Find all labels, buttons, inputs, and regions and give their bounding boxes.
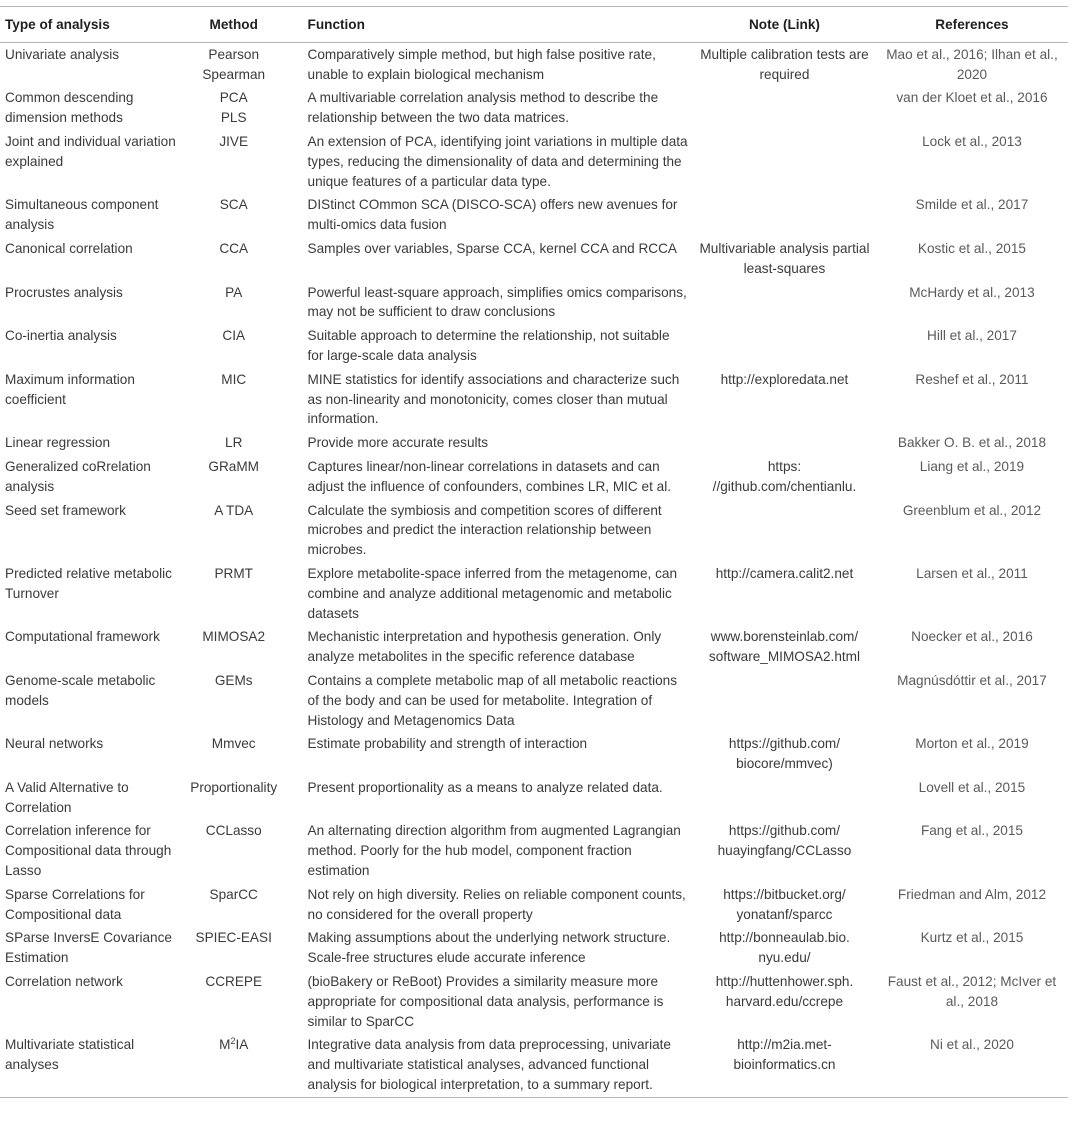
table-row — [0, 130, 1068, 193]
cell-method: LR — [225, 435, 243, 451]
cell-function: MINE statistics for identify associations and characterize such as non-linearity and monotonicity, comes closer than mutual information. — [307, 371, 680, 427]
cell-references: Mao et al., 2016; Ilhan et al., 2020 — [886, 46, 1058, 82]
cell-note-link[interactable]: https://github.com/ huayingfang/CCLasso — [717, 823, 852, 859]
header-note-link: Note (Link) — [748, 17, 820, 32]
table-row — [0, 926, 1068, 970]
cell-note-link — [693, 324, 876, 368]
table-row — [0, 970, 1068, 1033]
cell-note-link[interactable]: http://m2ia.met- bioinformatics.cn — [733, 1037, 836, 1073]
table-header-row — [0, 7, 1068, 43]
cell-function: DIStinct COmmon SCA (DISCO-SCA) offers new avenues for multi-omics data fusion — [307, 197, 678, 233]
table-row — [0, 1033, 1068, 1097]
table-row — [0, 368, 1068, 431]
cell-method: SPIEC-EASI — [195, 930, 272, 946]
cell-references: Fang et al., 2015 — [920, 823, 1023, 839]
cell-references: Faust et al., 2012; McIver et al., 2018 — [887, 974, 1057, 1009]
cell-references: Magnúsdóttir et al., 2017 — [897, 672, 1047, 688]
cell-references: Larsen et al., 2011 — [916, 565, 1028, 581]
cell-function: Samples over variables, Sparse CCA, kernel CCA and RCCA — [307, 240, 677, 256]
cell-references: Reshef et al., 2011 — [915, 371, 1029, 387]
cell-references: Noecker et al., 2016 — [911, 629, 1033, 645]
cell-note-link[interactable]: www.borensteinlab.com/ software_MIMOSA2.html — [708, 629, 861, 665]
cell-type-of-analysis: Seed set framework — [5, 502, 126, 518]
cell-note-link[interactable]: http://exploredata.net — [720, 371, 849, 387]
cell-type-of-analysis: A Valid Alternative to Correlation — [5, 779, 129, 815]
cell-method: SparCC — [209, 886, 258, 902]
cell-references: Greenblum et al., 2012 — [902, 502, 1042, 518]
header-method: Method — [209, 17, 258, 32]
cell-function: Calculate the symbiosis and competition scores of different microbes and predict the interaction relationship between microbes. — [307, 502, 662, 558]
cell-function: Present proportionality as a means to analyze related data. — [307, 779, 663, 795]
cell-function: Suitable approach to determine the relationship, not suitable for large-scale data analysis — [307, 328, 670, 363]
cell-function: A multivariable correlation analysis method to describe the relationship between the two data matrices. — [307, 90, 659, 126]
cell-method: CCLasso — [205, 823, 262, 839]
table-row — [0, 193, 1068, 237]
cell-note-link[interactable]: Multivariable analysis partial least-squares — [699, 240, 870, 276]
cell-method: GEMs — [214, 672, 253, 688]
cell-function: Contains a complete metabolic map of all metabolic reactions of the body and can be used for metabolite. Integration of Histology and Metagenomics Data — [307, 672, 678, 728]
table-row — [0, 431, 1068, 455]
cell-method — [182, 1033, 286, 1097]
cell-function: An alternating direction algorithm from augmented Lagrangian method. Poorly for the hub model, component fraction estimation — [307, 823, 681, 879]
table-row — [0, 883, 1068, 927]
table-row — [0, 499, 1068, 562]
cell-method: SCA — [219, 197, 248, 213]
cell-references: Ni et al., 2020 — [930, 1037, 1014, 1053]
cell-references: Bakker O. B. et al., 2018 — [897, 435, 1047, 451]
cell-method: PA — [225, 284, 243, 300]
cell-type-of-analysis: Computational framework — [5, 629, 160, 645]
cell-function: Making assumptions about the underlying network structure. Scale-free structures elude accurate inference — [307, 930, 671, 966]
cell-function: (bioBakery or ReBoot) Provides a similarity measure more appropriate for compositional data analysis, performance is similar to SparCC — [307, 974, 664, 1029]
cell-function: Powerful least-square approach, simplifies omics comparisons, may not be sufficient to draw conclusions — [307, 284, 687, 320]
table-row — [0, 281, 1068, 325]
cell-references: van der Kloet et al., 2016 — [896, 90, 1048, 106]
cell-references: Liang et al., 2019 — [919, 458, 1025, 474]
cell-type-of-analysis: Genome-scale metabolic models — [5, 672, 156, 708]
table-row — [0, 819, 1068, 882]
method-main-text: M — [219, 1037, 231, 1053]
cell-method: MIC — [221, 371, 247, 387]
cell-method: JIVE — [219, 133, 249, 149]
cell-references: Morton et al., 2019 — [915, 736, 1029, 752]
cell-function: Integrative data analysis from data preprocessing, univariate and multivariate statistical analyses, advanced functional analysis for biological interpretation, to a summary report. — [307, 1037, 671, 1093]
cell-method: CCA — [219, 240, 249, 256]
cell-method: Mmvec — [211, 736, 256, 752]
cell-note-link — [693, 86, 876, 130]
cell-type-of-analysis: Linear regression — [5, 435, 111, 451]
table-row — [0, 455, 1068, 499]
table-row — [0, 42, 1068, 86]
cell-references: Hill et al., 2017 — [927, 328, 1017, 344]
cell-type-of-analysis: Maximum information coefficient — [5, 371, 135, 407]
cell-type-of-analysis: Multivariate statistical analyses — [5, 1037, 135, 1073]
cell-method: PCA PLS — [219, 90, 248, 126]
cell-references: McHardy et al., 2013 — [909, 284, 1035, 300]
cell-type-of-analysis: Simultaneous component analysis — [5, 197, 159, 233]
cell-function: Not rely on high diversity. Relies on reliable component counts, no considered for the overall property — [307, 886, 686, 922]
header-function: Function — [307, 17, 365, 32]
cell-function: Mechanistic interpretation and hypothesis generation. Only analyze metabolites in the specific reference database — [307, 629, 662, 665]
cell-function: An extension of PCA, identifying joint variations in multiple data types, reducing the dimensionality of data and determining the unique features of a particular data type. — [307, 133, 688, 189]
cell-note-link — [693, 193, 876, 237]
cell-type-of-analysis: Joint and individual variation explained — [5, 133, 176, 169]
table-row — [0, 324, 1068, 368]
cell-note-link[interactable]: https://github.com/ biocore/mmvec) — [728, 736, 840, 772]
cell-note-link — [693, 431, 876, 455]
cell-type-of-analysis: Common descending dimension methods — [5, 90, 134, 126]
cell-note-link[interactable]: http://bonneaulab.bio. nyu.edu/ — [719, 930, 850, 966]
cell-type-of-analysis: Generalized coRrelation analysis — [5, 458, 151, 494]
cell-references: Friedman and Alm, 2012 — [897, 886, 1047, 902]
table-body — [0, 42, 1068, 1097]
table-row — [0, 86, 1068, 130]
cell-function: Comparatively simple method, but high false positive rate, unable to explain biological mechanism — [307, 46, 656, 82]
cell-method: GRaMM — [208, 458, 260, 474]
cell-method: CIA — [222, 328, 246, 344]
cell-method: PRMT — [214, 565, 253, 581]
cell-references: Kurtz et al., 2015 — [920, 930, 1024, 946]
cell-type-of-analysis: Sparse Correlations for Compositional data — [5, 886, 145, 922]
cell-function: Estimate probability and strength of interaction — [307, 736, 588, 752]
cell-references: Lovell et al., 2015 — [918, 779, 1026, 795]
cell-method: Pearson Spearman — [202, 46, 266, 82]
table-row — [0, 237, 1068, 281]
cell-note-link[interactable]: http://huttenhower.sph. harvard.edu/ccrepe — [715, 974, 854, 1009]
cell-type-of-analysis: Co-inertia analysis — [5, 328, 117, 344]
cell-method: CCREPE — [205, 974, 263, 990]
cell-references: Kostic et al., 2015 — [917, 240, 1026, 256]
method-superscript: 2 — [230, 1036, 236, 1047]
cell-references: Smilde et al., 2017 — [915, 197, 1029, 213]
cell-references: Lock et al., 2013 — [922, 133, 1022, 149]
cell-type-of-analysis: Canonical correlation — [5, 240, 133, 256]
cell-type-of-analysis: Correlation network — [5, 974, 123, 990]
header-type-of-analysis: Type of analysis — [5, 17, 110, 32]
cell-function: Provide more accurate results — [307, 435, 489, 451]
cell-note-link — [693, 281, 876, 325]
cell-method: A TDA — [214, 502, 254, 518]
header-references: References — [935, 17, 1009, 32]
cell-note-link[interactable]: https: //github.com/chentianlu. — [712, 458, 857, 494]
table-row — [0, 562, 1068, 625]
table-row — [0, 732, 1068, 776]
cell-function: Captures linear/non-linear correlations in datasets and can adjust the influence of confounders, combines LR, MIC et al. — [307, 458, 671, 494]
cell-note-link — [693, 499, 876, 562]
table-row — [0, 669, 1068, 732]
cell-note-link[interactable]: Multiple calibration tests are required — [700, 46, 869, 82]
cell-method: MIMOSA2 — [202, 629, 266, 645]
table-row — [0, 625, 1068, 669]
cell-type-of-analysis: Predicted relative metabolic Turnover — [5, 565, 172, 601]
cell-function: Explore metabolite-space inferred from the metagenome, can combine and analyze additional metagenomic and metabolic datasets — [307, 565, 678, 621]
table-row — [0, 776, 1068, 820]
cell-method: Proportionality — [190, 779, 278, 795]
cell-note-link[interactable]: https://bitbucket.org/ yonatanf/sparcc — [723, 886, 846, 922]
cell-note-link — [693, 669, 876, 732]
cell-note-link[interactable]: http://camera.calit2.net — [715, 565, 854, 581]
method-tail-text: IA — [235, 1037, 249, 1053]
cell-type-of-analysis: Univariate analysis — [5, 46, 120, 62]
cell-type-of-analysis: Neural networks — [5, 736, 104, 752]
cell-type-of-analysis: SParse InversE Covariance Estimation — [5, 930, 172, 966]
analysis-methods-table — [0, 6, 1068, 1098]
cell-type-of-analysis: Procrustes analysis — [5, 284, 123, 300]
cell-note-link — [693, 776, 876, 820]
cell-note-link — [693, 130, 876, 193]
cell-type-of-analysis: Correlation inference for Compositional data through Lasso — [5, 823, 172, 879]
